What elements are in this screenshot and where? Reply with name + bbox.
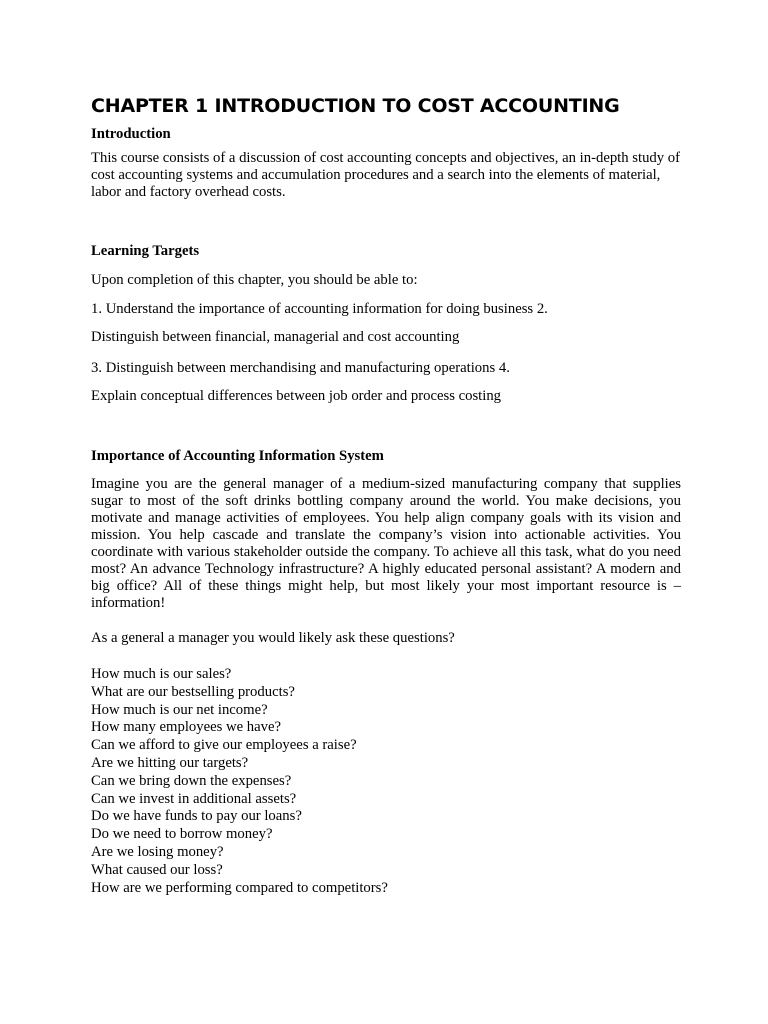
question-item: What are our bestselling products? bbox=[91, 683, 295, 700]
question-item: How are we performing compared to competitors? bbox=[91, 879, 388, 896]
chapter-title: CHAPTER 1 INTRODUCTION TO COST ACCOUNTING bbox=[91, 95, 620, 117]
question-item: Can we invest in additional assets? bbox=[91, 790, 297, 807]
question-item: Do we have funds to pay our loans? bbox=[91, 808, 302, 825]
introduction-heading: Introduction bbox=[91, 126, 171, 142]
question-item: Can we bring down the expenses? bbox=[91, 772, 292, 789]
question-item: How many employees we have? bbox=[91, 719, 282, 736]
importance-heading: Importance of Accounting Information System bbox=[91, 448, 384, 464]
question-item: Are we losing money? bbox=[91, 843, 224, 860]
questions-lead: As a general a manager you would likely ask these questions? bbox=[91, 630, 455, 646]
questions-list bbox=[91, 666, 681, 897]
learning-target-line: Explain conceptual differences between job order and process costing bbox=[91, 388, 502, 404]
document-page bbox=[91, 92, 681, 897]
question-item: How much is our net income? bbox=[91, 701, 268, 718]
question-item: Are we hitting our targets? bbox=[91, 754, 249, 771]
importance-body: Imagine you are the general manager of a medium-sized manufacturing company that supplies sugar to most of the soft drinks bottling company around the world. You make decisions, you motivate and manage activities of employees. You help align company goals with its vision and mission. You help cascade and translate the company’s vision into actionable activities. You coordinate with various stakeholder outside the company. To achieve all this task, what do you need most? An advance Technology infrastructure? A highly educated personal assistant? A modern and big office? All of these things might help, but most likely your most important resource is – information! bbox=[91, 476, 681, 611]
learning-target-line: 3. Distinguish between merchandising and manufacturing operations 4. bbox=[91, 360, 510, 376]
introduction-body: This course consists of a discussion of cost accounting concepts and objectives, an in-depth study of cost accounting systems and accumulation procedures and a search into the elements of material, labor and factory overhead costs. bbox=[91, 150, 681, 200]
question-item: Do we need to borrow money? bbox=[91, 826, 273, 843]
learning-target-line: Distinguish between financial, managerial and cost accounting bbox=[91, 329, 460, 345]
question-item: How much is our sales? bbox=[91, 666, 232, 682]
learning-target-line: 1. Understand the importance of accounting information for doing business 2. bbox=[91, 301, 548, 317]
learning-targets-lead: Upon completion of this chapter, you should be able to: bbox=[91, 272, 418, 288]
question-item: What caused our loss? bbox=[91, 861, 223, 878]
learning-targets-heading: Learning Targets bbox=[91, 243, 200, 259]
question-item: Can we afford to give our employees a raise? bbox=[91, 737, 357, 754]
